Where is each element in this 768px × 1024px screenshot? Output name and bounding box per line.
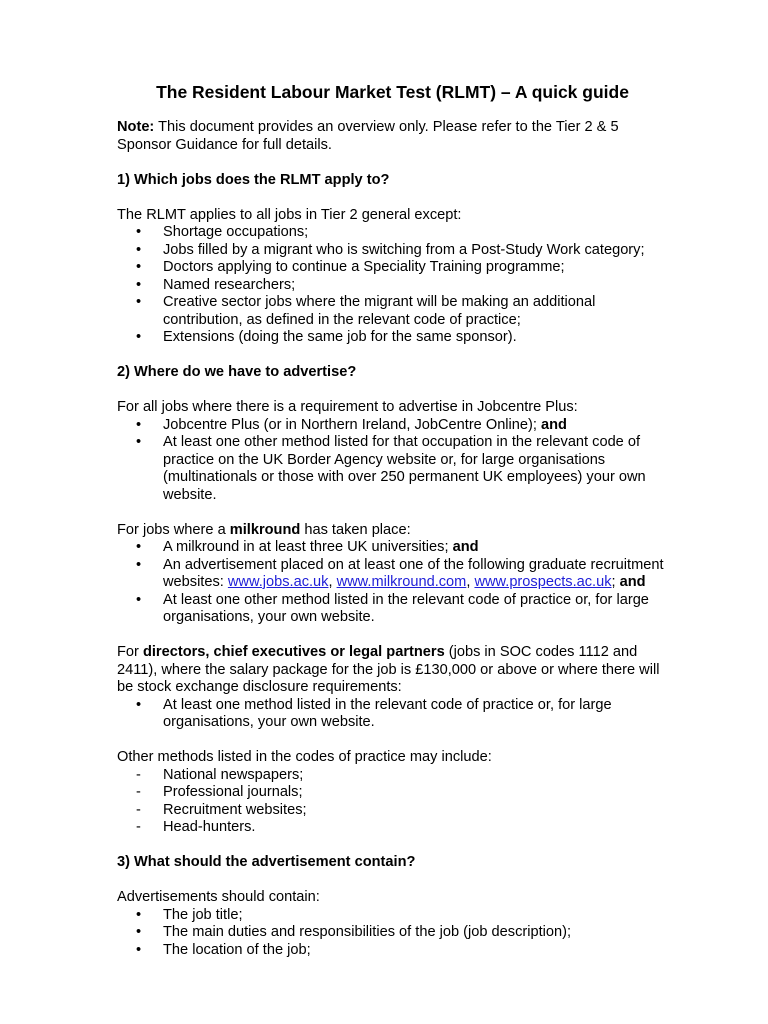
directors-list [117, 697, 668, 732]
other-methods-list [117, 767, 668, 837]
directors-intro: For directors, chief executives or legal partners (jobs in SOC codes 1112 and 2411), where the salary package for the job is £130,000 or above or where there will be stock exchange disclosure requirements: [117, 644, 660, 695]
bullet-icon: • [136, 696, 142, 713]
section3-list [117, 907, 668, 960]
list-item: • At least one other method listed in the relevant code of practice or, for large organisations, your own website. [136, 591, 649, 625]
section1-heading: 1) Which jobs does the RLMT apply to? [117, 171, 390, 188]
bullet-icon: • [136, 556, 142, 573]
list-item: - Recruitment websites; [136, 801, 307, 818]
dash-icon: - [136, 766, 141, 783]
dash-icon: - [136, 801, 141, 818]
bullet-icon: • [136, 539, 142, 555]
list-item: • At least one method listed in the relevant code of practice or, for large organisations, your own website. [136, 696, 612, 730]
section3-intro: Advertisements should contain: [117, 889, 320, 905]
page-title: The Resident Labour Market Test (RLMT) – A quick guide [156, 82, 629, 102]
milkround-intro: For jobs where a milkround has taken place: [117, 521, 411, 538]
bullet-icon: • [136, 276, 142, 293]
list-item: - Head-hunters. [136, 819, 256, 835]
jobs-ac-uk-link[interactable]: www.jobs.ac.uk [227, 574, 329, 590]
bullet-icon: • [136, 259, 142, 275]
note-paragraph [117, 119, 668, 154]
note-text: This document provides an overview only. Please refer to the Tier 2 & 5 Sponsor Guidance for full details. [117, 119, 619, 153]
list-item: • The job title; [136, 906, 243, 923]
note-label: Note: [117, 119, 155, 135]
bullet-icon: • [136, 906, 142, 923]
dash-icon: - [136, 784, 141, 800]
bullet-icon: • [136, 941, 142, 958]
list-item: • Doctors applying to continue a Speciality Training programme; [136, 259, 565, 275]
bullet-icon: • [136, 329, 142, 345]
list-item: - Professional journals; [136, 784, 303, 800]
list-item: - National newspapers; [136, 766, 304, 783]
other-methods-intro: Other methods listed in the codes of practice may include: [117, 749, 492, 765]
section2-heading: 2) Where do we have to advertise? [117, 364, 357, 380]
milkround-link[interactable]: www.milkround.com [336, 574, 467, 590]
milkround-list [117, 539, 668, 627]
bullet-icon: • [136, 416, 142, 433]
list-item: • An advertisement placed on at least one of the following graduate recruitment websites: www.jobs.ac.uk, www.milkround.com, www.prospects.ac.uk; and [136, 556, 664, 590]
section3-heading: 3) What should the advertisement contain? [117, 854, 416, 870]
list-item: • The main duties and responsibilities of the job (job description); [136, 924, 572, 940]
bullet-icon: • [136, 924, 142, 940]
prospects-link[interactable]: www.prospects.ac.uk [474, 574, 612, 590]
jobcentre-intro: For all jobs where there is a requirement to advertise in Jobcentre Plus: [117, 399, 578, 415]
dash-icon: - [136, 819, 141, 835]
list-item: • Jobs filled by a migrant who is switching from a Post-Study Work category; [136, 241, 645, 258]
section1-intro: The RLMT applies to all jobs in Tier 2 general except: [117, 206, 462, 223]
list-item: • At least one other method listed for that occupation in the relevant code of practice on the UK Border Agency website or, for large organisations (multinationals or those with over 250 permanent UK employees) your own website. [136, 434, 646, 503]
bullet-icon: • [136, 591, 142, 608]
bullet-icon: • [136, 434, 142, 450]
list-item: • The location of the job; [136, 941, 311, 958]
list-item: • Named researchers; [136, 276, 296, 293]
section1-list [117, 224, 668, 347]
list-item: • A milkround in at least three UK universities; and [136, 539, 479, 555]
list-item: • Extensions (doing the same job for the same sponsor). [136, 329, 517, 345]
list-item: • Creative sector jobs where the migrant will be making an additional contribution, as defined in the relevant code of practice; [136, 294, 596, 328]
bullet-icon: • [136, 224, 142, 240]
bullet-icon: • [136, 241, 142, 258]
jobcentre-list [117, 417, 668, 505]
list-item: • Shortage occupations; [136, 224, 309, 240]
bullet-icon: • [136, 294, 142, 310]
list-item: • Jobcentre Plus (or in Northern Ireland, JobCentre Online); and [136, 416, 567, 433]
